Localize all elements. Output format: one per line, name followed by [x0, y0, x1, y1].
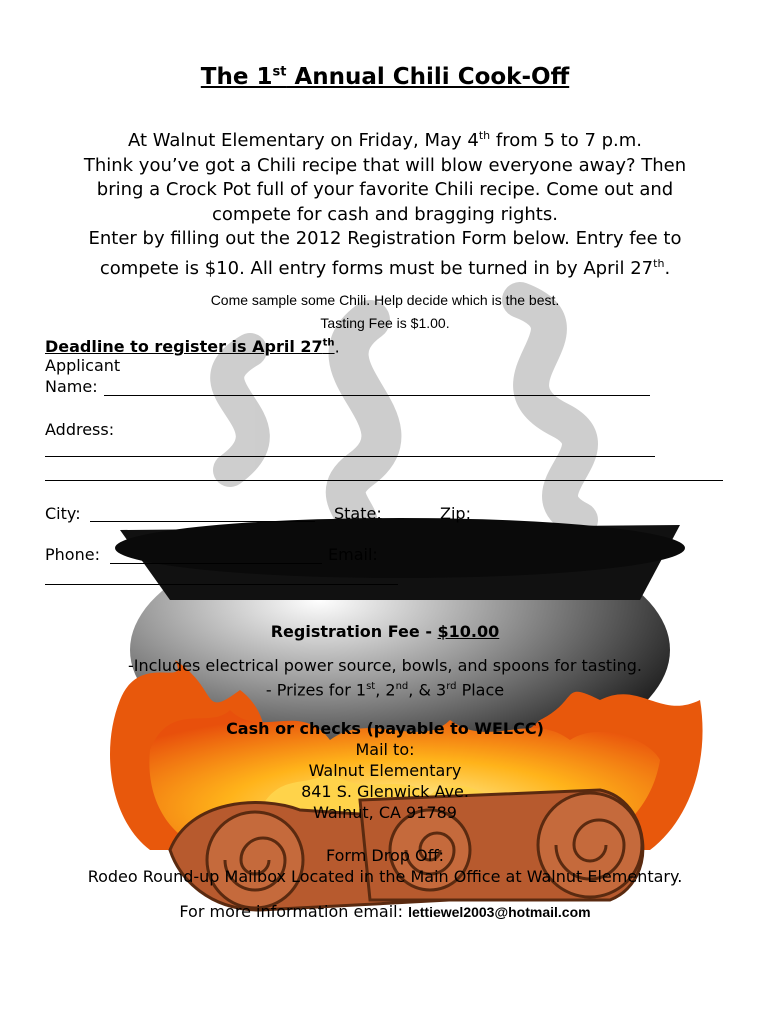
name-field[interactable]	[104, 395, 650, 396]
applicant-label: Applicant	[45, 356, 121, 375]
registration-fee: Registration Fee - $10.00	[270, 622, 500, 641]
tasting-line-1: Come sample some Chili. Help decide which is the best.	[210, 292, 560, 308]
prizes-line: - Prizes for 1st, 2nd, & 3rd Place	[265, 680, 505, 700]
state-label: State:	[334, 504, 382, 523]
name-label: Name:	[45, 377, 98, 396]
mail-street: 841 S. Glenwick Ave.	[301, 782, 469, 801]
contact-line: For more information email: lettiewel2003@hotmail.com	[179, 902, 591, 921]
intro-line-4: compete for cash and bragging rights.	[212, 203, 558, 225]
dropoff-label: Form Drop Off:	[326, 846, 444, 865]
email-label: Email:	[328, 545, 378, 564]
deadline-notice: Deadline to register is April 27th.	[45, 337, 340, 357]
city-field[interactable]	[90, 521, 315, 522]
intro-line-2: Think you’ve got a Chili recipe that will blow everyone away? Then	[83, 154, 687, 176]
email-field[interactable]	[45, 584, 398, 585]
phone-field[interactable]	[110, 563, 322, 564]
address-field-1[interactable]	[45, 456, 655, 457]
intro-paragraph	[0, 124, 770, 281]
mail-name: Walnut Elementary	[308, 761, 462, 780]
address-field-2[interactable]	[45, 480, 723, 481]
fee-includes: -Includes electrical power source, bowls, and spoons for tasting.	[127, 656, 643, 675]
intro-line-1: At Walnut Elementary on Friday, May 4th from 5 to 7 p.m.	[127, 129, 643, 151]
page-title: The 1st Annual Chili Cook-Off	[200, 64, 570, 90]
mail-to-label: Mail to:	[355, 740, 415, 759]
intro-line-6: compete is $10. All entry forms must be turned in by April 27th.	[99, 256, 671, 279]
intro-line-3: bring a Crock Pot full of your favorite Chili recipe. Come out and	[96, 179, 674, 200]
mail-city: Walnut, CA 91789	[313, 803, 457, 822]
address-label: Address:	[45, 420, 115, 439]
intro-line-5: Enter by filling out the 2012 Registration Form below. Entry fee to	[88, 228, 682, 249]
payment-terms: Cash or checks (payable to WELCC)	[226, 719, 544, 738]
tasting-fee: Tasting Fee is $1.00.	[320, 315, 450, 331]
zip-label: Zip:	[440, 504, 471, 523]
city-label: City:	[45, 504, 81, 523]
contact-email-link[interactable]: lettiewel2003@hotmail.com	[408, 904, 591, 920]
phone-label: Phone:	[45, 545, 100, 564]
dropoff-location: Rodeo Round-up Mailbox Located in the Main Office at Walnut Elementary.	[87, 867, 683, 886]
